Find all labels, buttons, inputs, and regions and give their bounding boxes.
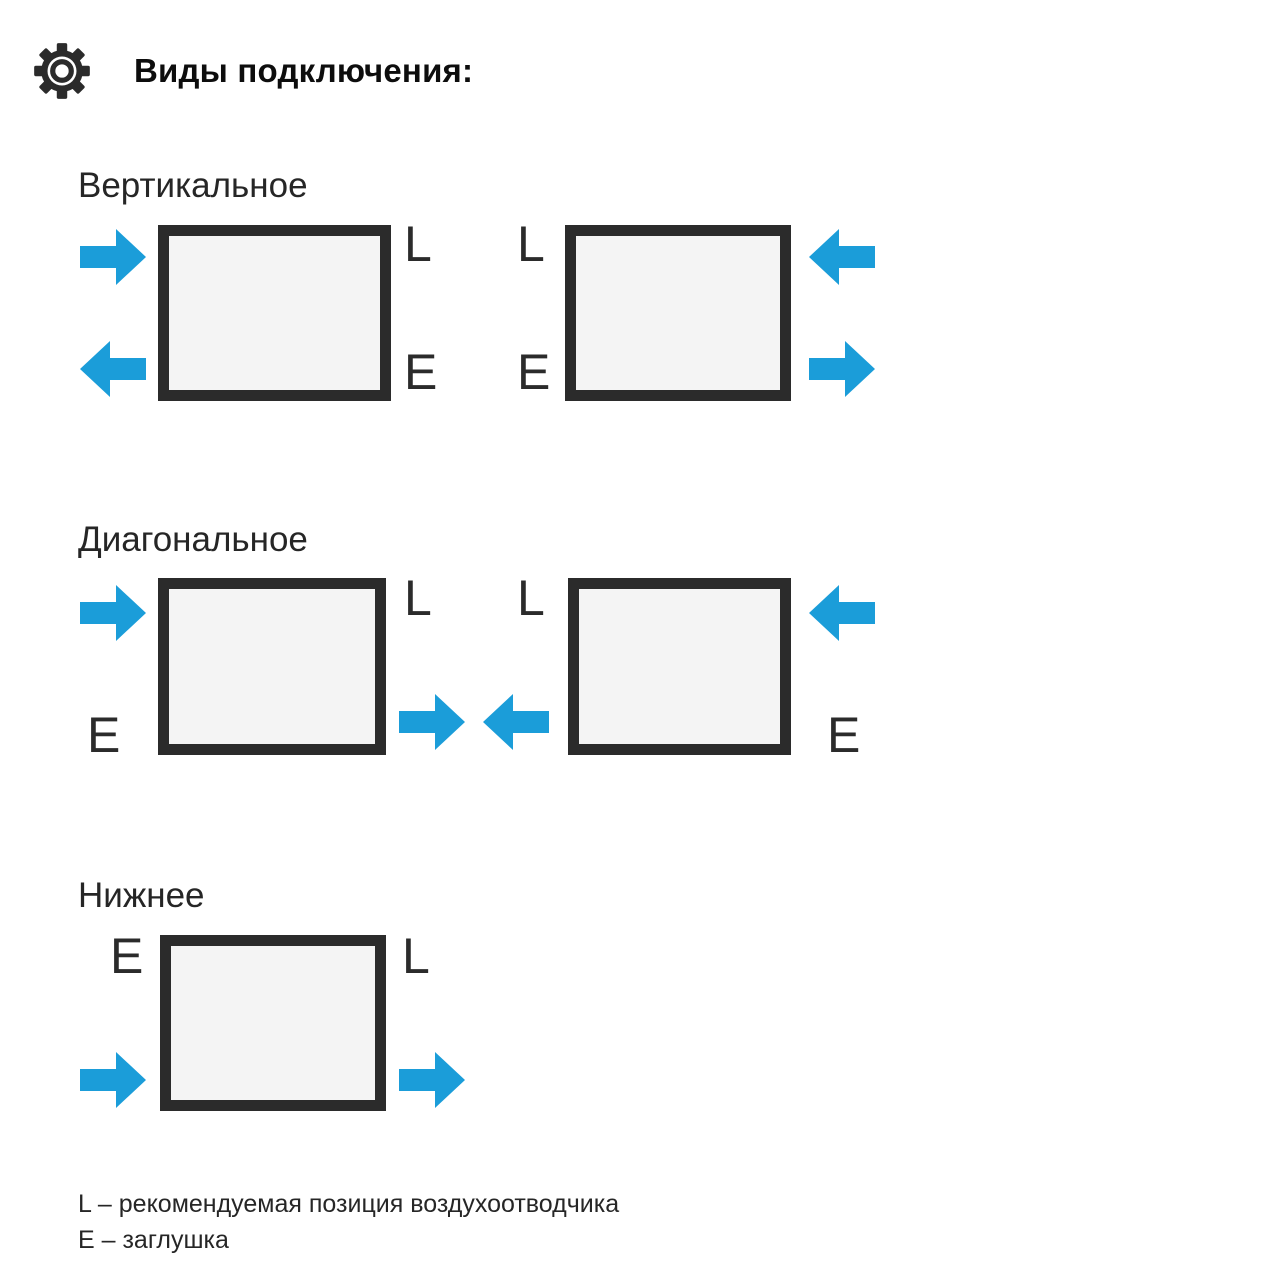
section-title-bottom: Нижнее: [78, 876, 205, 915]
radiator-box: [568, 578, 791, 755]
port-label-plug: E: [517, 344, 551, 400]
gear-icon: [33, 42, 91, 100]
port-label-plug: E: [827, 707, 861, 763]
arrow-left-icon: [80, 341, 146, 397]
port-label-vent: L: [404, 570, 432, 626]
radiator-box: [160, 935, 386, 1111]
port-label-plug: E: [110, 928, 144, 984]
legend-line-plug: E – заглушка: [78, 1226, 229, 1254]
port-label-vent: L: [404, 216, 432, 272]
port-label-vent: L: [517, 216, 545, 272]
arrow-right-icon: [80, 585, 146, 641]
arrow-right-icon: [809, 341, 875, 397]
arrow-left-icon: [483, 694, 549, 750]
radiator-box: [158, 578, 386, 755]
arrow-left-icon: [809, 229, 875, 285]
page-title: Виды подключения:: [134, 52, 474, 89]
section-title-vertical: Вертикальное: [78, 166, 308, 205]
legend-line-vent: L – рекомендуемая позиция воздухоотводчика: [78, 1190, 620, 1218]
arrow-right-icon: [399, 694, 465, 750]
arrow-left-icon: [809, 585, 875, 641]
port-label-plug: E: [87, 707, 121, 763]
arrow-right-icon: [80, 1052, 146, 1108]
port-label-plug: E: [404, 344, 438, 400]
port-label-vent: L: [402, 928, 430, 984]
arrow-right-icon: [80, 229, 146, 285]
legend: [78, 1186, 619, 1258]
radiator-box: [158, 225, 391, 401]
port-label-vent: L: [517, 570, 545, 626]
arrow-right-icon: [399, 1052, 465, 1108]
radiator-box: [565, 225, 791, 401]
section-title-diagonal: Диагональное: [78, 520, 308, 559]
